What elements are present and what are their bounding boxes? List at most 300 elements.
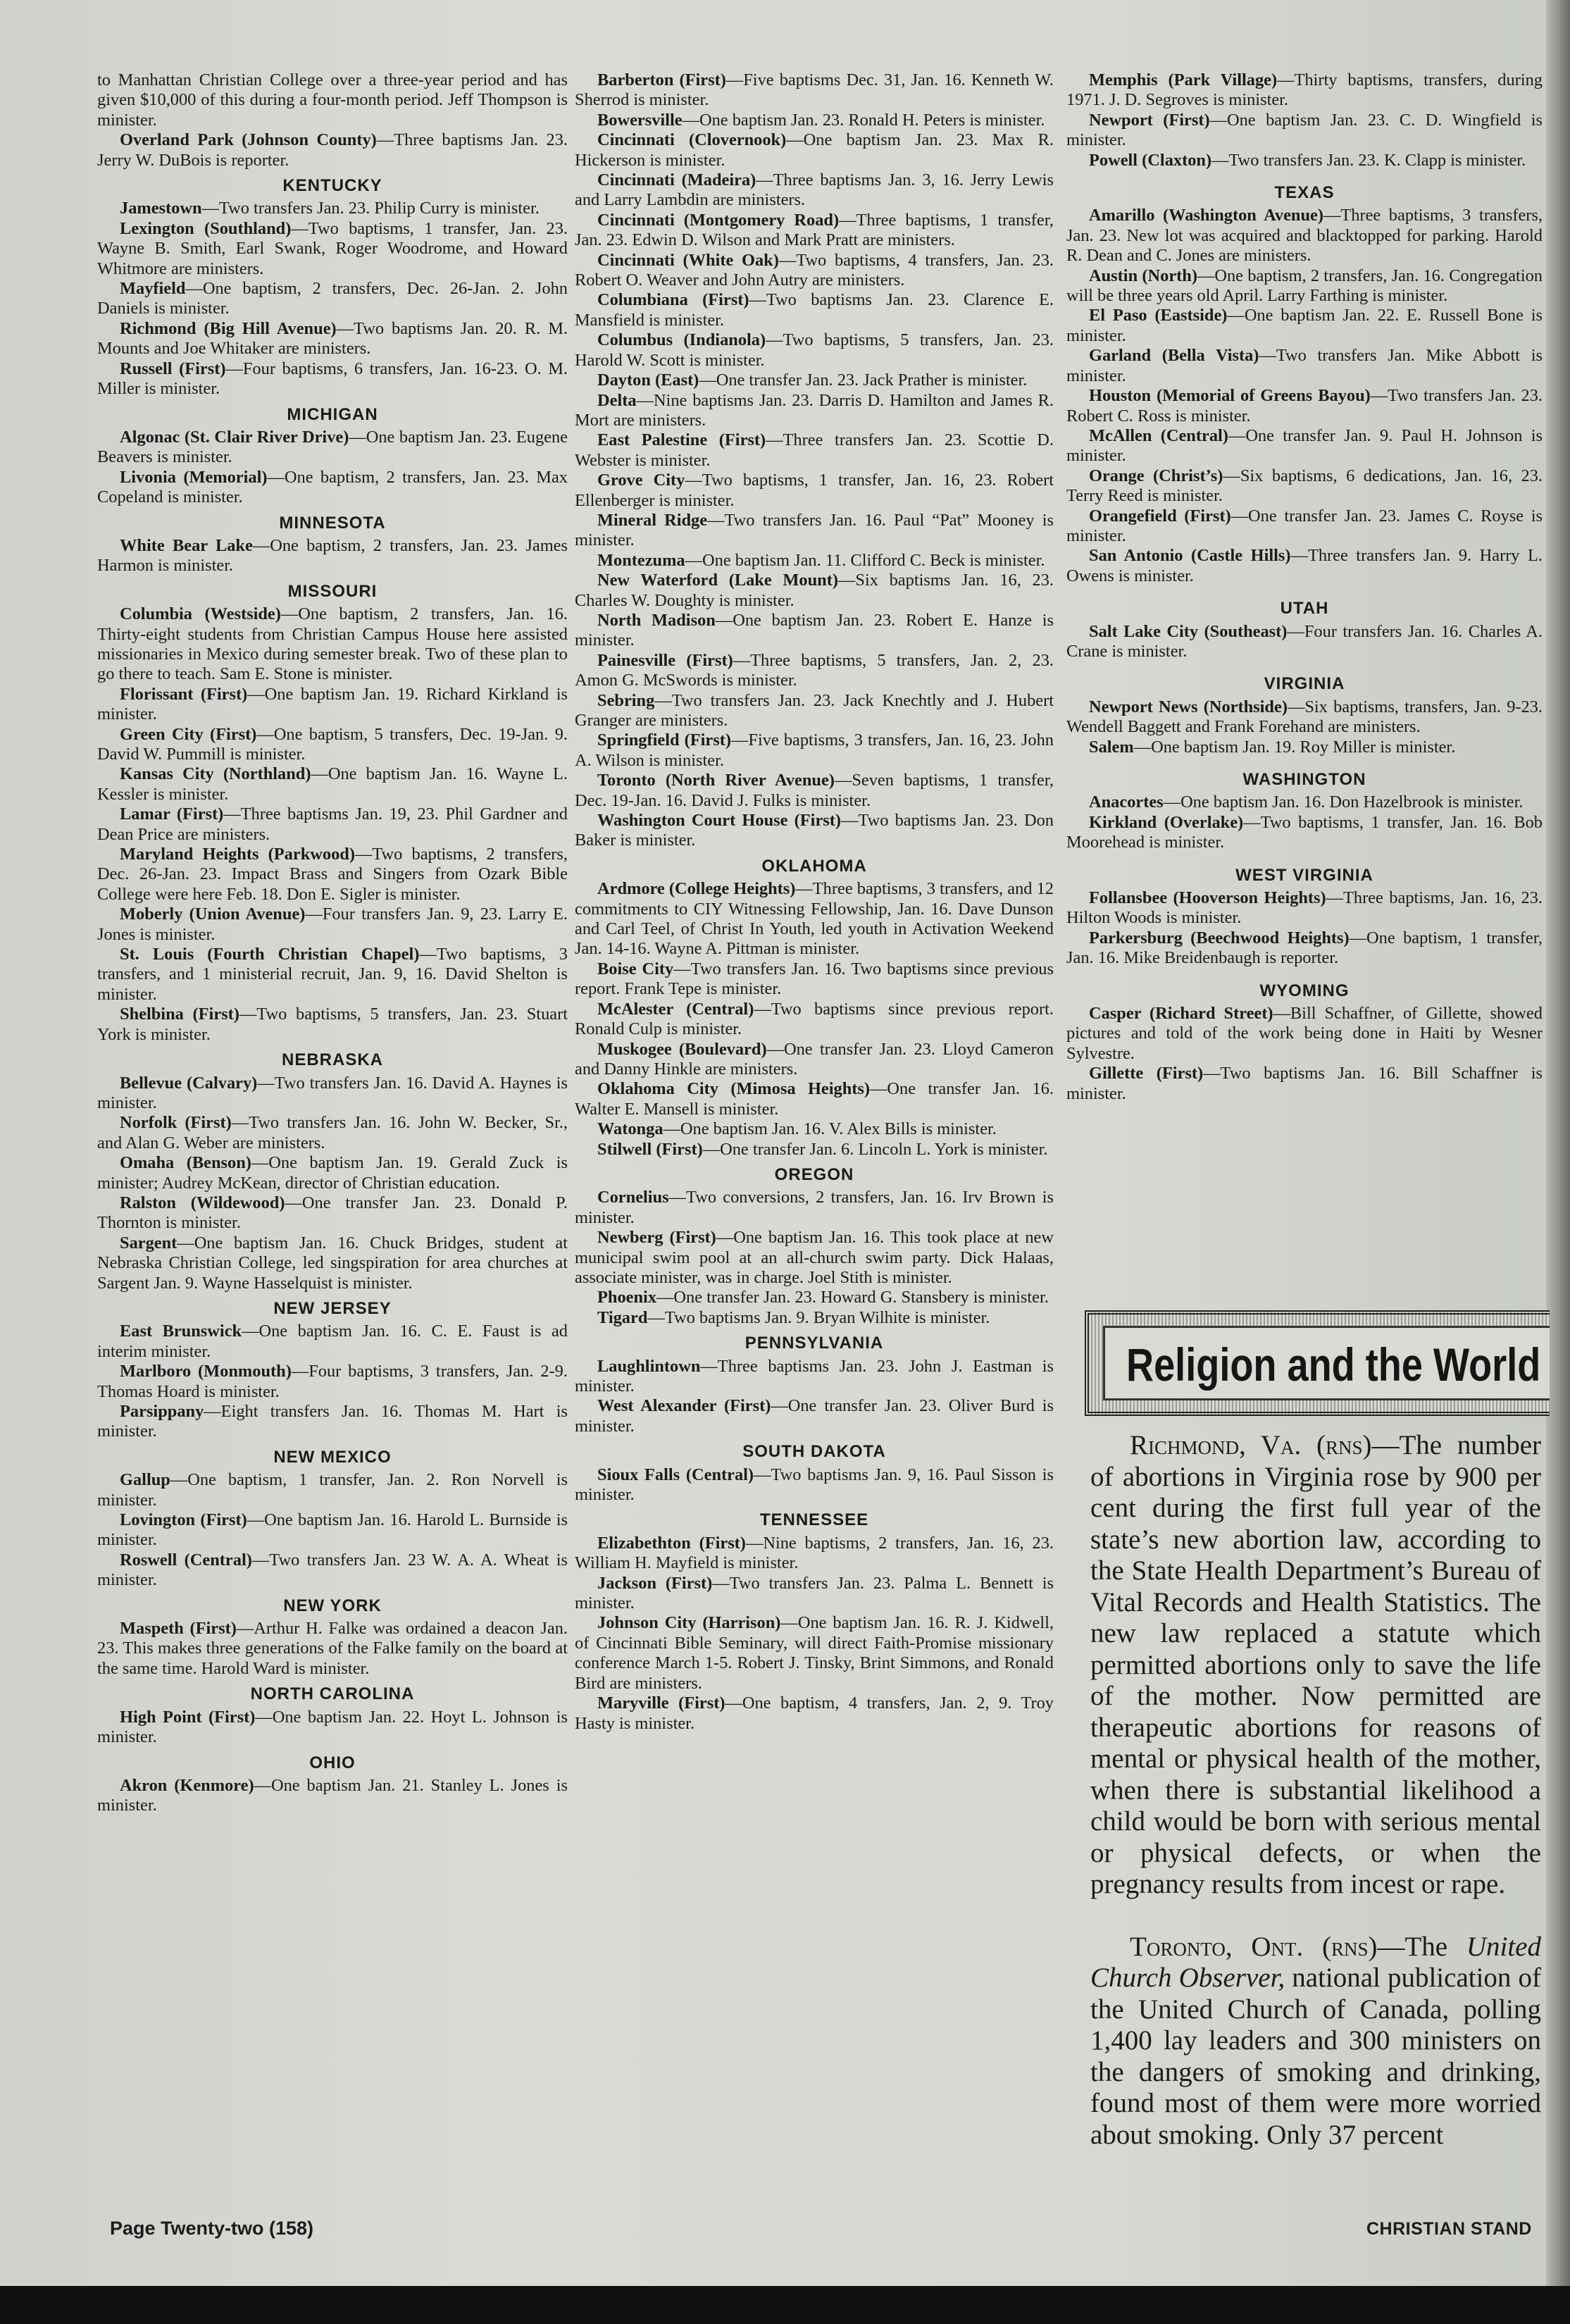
church-report [1066, 1004, 1543, 1064]
report-text: —Six baptisms Jan. 16, 23. Charles W. Doughty is minister. [575, 571, 1054, 610]
church-name: Maryville (First) [597, 1694, 725, 1713]
church-report [97, 764, 568, 804]
church-name: Columbiana (First) [597, 290, 749, 310]
church-name: Garland (Bella Vista) [1089, 346, 1259, 366]
church-name: Cincinnati (Madeira) [597, 170, 756, 190]
report-text: —One transfer Jan. 9. Paul H. Johnson is minister. [1066, 425, 1543, 466]
church-name: Stilwell (First) [597, 1139, 703, 1159]
church-report [97, 319, 568, 359]
state-heading: WASHINGTON [1242, 770, 1366, 789]
report-text: —Two baptisms, 5 transfers, Jan. 23. Harold W. Scott is minister. [575, 330, 1054, 370]
church-name: Mayfield [120, 279, 186, 299]
church-report [575, 1574, 1054, 1614]
report-text: —Six baptisms, transfers, Jan. 9-23. Wendell Baggett and Frank Forehand are ministers. [1066, 697, 1543, 737]
church-name: Follansbee (Hooverson Heights) [1089, 888, 1326, 908]
church-report [575, 211, 1054, 251]
church-name: Delta [597, 390, 637, 410]
church-name: McAlester (Central) [597, 999, 754, 1019]
church-name: Phoenix [597, 1288, 657, 1307]
report-text: —One baptism, 2 transfers, Jan. 16. Congregation will be three years old April. Larry Farthing is minister. [1066, 266, 1543, 306]
church-name: East Palestine (First) [597, 430, 766, 450]
church-report [97, 1362, 568, 1402]
report-text: —Two transfers Jan. 23 W. A. A. Wheat is minister. [97, 1550, 568, 1590]
state-heading: MISSOURI [287, 581, 378, 601]
church-report [575, 511, 1054, 551]
report-text: —Two baptisms, 2 transfers, Dec. 26-Jan. 23. Impact Brass and Singers from Ozark Bible College were here Feb. 18. Don E. Sigler is minister. [97, 845, 568, 904]
report-text: —Two baptisms, 5 transfers, Jan. 23. Stuart York is minister. [97, 1005, 568, 1044]
church-report [1066, 70, 1543, 111]
state-heading: WEST VIRGINIA [1235, 865, 1373, 885]
report-text: —Two baptisms Jan. 16. Bill Schaffner is minister. [1066, 1064, 1543, 1103]
report-text: —One baptism Jan. 23. C. D. Wingfield is minister. [1066, 110, 1543, 150]
report-text: —Three transfers Jan. 23. Scottie D. Webster is minister. [575, 430, 1054, 470]
church-name: Gallup [120, 1470, 170, 1490]
church-name: Amarillo (Washington Avenue) [1089, 206, 1323, 225]
church-name: Livonia (Memorial) [120, 467, 268, 487]
church-name: East Brunswick [120, 1322, 242, 1341]
church-report [97, 905, 568, 945]
church-report [1066, 738, 1543, 757]
church-report [1066, 386, 1543, 426]
church-report [97, 130, 568, 170]
church-report [575, 251, 1054, 291]
church-report [575, 551, 1054, 571]
church-name: Houston (Memorial of Greens Bayou) [1089, 386, 1371, 406]
report-text: —One transfer Jan. 23. Oliver Burd is minister. [575, 1396, 1054, 1436]
church-name: Jamestown [120, 199, 202, 218]
church-report [575, 571, 1054, 611]
banner-frame [1103, 1326, 1550, 1400]
report-text: —Two transfers Jan. 16. Paul “Pat” Mooney is minister. [575, 510, 1054, 550]
church-report [575, 111, 1054, 130]
report-text: —One baptism Jan. 22. E. Russell Bone is minister. [1066, 306, 1543, 345]
state-heading: SOUTH DAKOTA [742, 1442, 886, 1462]
church-name: Ralston (Wildewood) [120, 1193, 285, 1212]
state-heading: OREGON [774, 1164, 854, 1184]
state-heading: UTAH [1280, 599, 1329, 619]
church-report [97, 1113, 568, 1153]
report-text: —Three baptisms, Jan. 16, 23. Hilton Woods is minister. [1066, 888, 1543, 928]
magazine-name: CHRISTIAN STAND [1366, 2219, 1532, 2239]
report-text: —Two transfers Jan. 23. Philip Curry is minister. [201, 199, 540, 218]
report-text: —Three baptisms Jan. 23. Jerry W. DuBois is reporter. [97, 130, 568, 170]
church-report [1066, 266, 1543, 306]
church-name: Cincinnati (Clovernook) [597, 130, 787, 150]
church-name: Richmond (Big Hill Avenue) [120, 318, 337, 338]
church-report [575, 170, 1054, 211]
report-text: —One baptism Jan. 16. C. E. Faust is ad interim minister. [97, 1322, 568, 1361]
church-name: Columbus (Indianola) [597, 330, 766, 350]
church-name: Johnson City (Harrison) [597, 1613, 781, 1633]
news-column [1090, 1430, 1541, 2182]
report-text: —Two baptisms Jan. 23. Don Baker is minister. [575, 811, 1054, 850]
church-name: Overland Park (Johnson County) [120, 130, 377, 150]
church-report [97, 1708, 568, 1748]
church-name: Springfield (First) [597, 731, 731, 750]
church-name: Cincinnati (White Oak) [597, 250, 779, 270]
church-name: Newport News (Northside) [1089, 697, 1288, 716]
church-report [1066, 1064, 1543, 1104]
church-report [575, 959, 1054, 1000]
report-text: —One baptism Jan. 19. Gerald Zuck is minister; Audrey McKean, director of Christian education. [97, 1153, 568, 1193]
church-name: West Alexander (First) [597, 1396, 771, 1416]
church-report [97, 1470, 568, 1510]
church-name: St. Louis (Fourth Christian Chapel) [120, 945, 420, 964]
church-report [97, 1193, 568, 1234]
church-report [575, 731, 1054, 771]
news-item [1090, 1932, 1541, 2151]
church-report [97, 1551, 568, 1591]
church-report [575, 1357, 1054, 1397]
report-text: —Two baptisms Jan. 20. R. M. Mounts and Joe Whitaker are ministers. [97, 318, 568, 359]
report-text: —One baptism Jan. 23. Robert E. Hanze is minister. [575, 610, 1054, 650]
report-text: —Two baptisms, 4 transfers, Jan. 23. Robert O. Weaver and John Autry are ministers. [575, 250, 1054, 290]
church-report [97, 199, 568, 218]
church-report [575, 1000, 1054, 1040]
report-text: —Three transfers Jan. 9. Harry L. Owens is minister. [1066, 546, 1543, 585]
church-report [97, 1322, 568, 1362]
church-name: Ardmore (College Heights) [597, 879, 796, 899]
report-text: —One baptism Jan. 11. Clifford C. Beck is minister. [685, 550, 1045, 570]
report-text: —Four baptisms, 3 transfers, Jan. 2-9. Thomas Hoard is minister. [97, 1362, 568, 1401]
church-report [1066, 426, 1543, 466]
report-text: —One baptism, 1 transfer, Jan. 16. Mike Breidenbaugh is reporter. [1066, 928, 1543, 968]
report-text: to Manhattan Christian College over a three-year period and has given $10,000 of this during a four-month period. Jeff Thompson is minister. [97, 70, 568, 130]
news-text: —The number of abortions in Virginia rose by 900 per cent during the first full year of the state’s new abortion law, according to the State Health Department’s Bureau of Vital Records and Health Statistics. The new law replaced a statute which permitted abortions only to save the life of the mother. Now permitted are therapeutic abortions for reasons of mental or physical health of the mother, when there is substantial likelihood a child would be born with serious mental or physical defects, or when the pregnancy results from incest or rape. [1090, 1430, 1541, 1899]
church-report [575, 651, 1054, 691]
church-report [97, 1153, 568, 1193]
church-name: Parsippany [120, 1402, 204, 1421]
church-name: Norfolk (First) [120, 1113, 232, 1133]
report-text: —Three baptisms Jan. 3, 16. Jerry Lewis and Larry Lambdin are ministers. [575, 170, 1054, 210]
church-report [97, 1619, 568, 1679]
church-report [575, 1288, 1054, 1307]
church-report [575, 811, 1054, 851]
state-heading: PENNSYLVANIA [744, 1334, 884, 1353]
church-name: High Point (First) [120, 1707, 256, 1727]
state-heading: OKLAHOMA [761, 856, 867, 876]
church-report [97, 1074, 568, 1114]
state-heading: NORTH CAROLINA [250, 1684, 415, 1704]
report-text: —Three baptisms Jan. 19, 23. Phil Gardner and Dean Price are ministers. [97, 804, 568, 844]
church-report [1066, 466, 1543, 507]
page-edge-shadow [1546, 0, 1570, 2286]
church-report [1066, 888, 1543, 928]
church-report [97, 1510, 568, 1551]
church-report [575, 290, 1054, 330]
church-name: Mineral Ridge [597, 510, 708, 530]
report-text: —Two baptisms, 1 transfer, Jan. 16. Bob Moorehead is minister. [1066, 812, 1543, 852]
report-text: —Three baptisms, 3 transfers, Jan. 23. New lot was acquired and blacktopped for parking. Harold R. Dean and C. Jones are ministers. [1066, 206, 1543, 266]
report-text: —Two baptisms Jan. 9, 16. Paul Sisson is minister. [575, 1465, 1054, 1505]
church-name: Sebring [597, 690, 655, 710]
church-report [575, 391, 1054, 431]
church-name: Laughlintown [597, 1356, 701, 1376]
state-heading: OHIO [309, 1753, 356, 1772]
church-report [1066, 306, 1543, 346]
news-text-continued: national publication of the United Church of Canada, polling 1,400 lay leaders and 300 ministers on the dangers of smoking and drinking, found most of them were more worried about smoking. Only 37 percent [1090, 1963, 1541, 2150]
report-text: —Nine baptisms, 2 transfers, Jan. 16, 23. William H. Mayfield is minister. [575, 1533, 1054, 1573]
report-text: —Two transfers Jan. 23. Palma L. Bennett is minister. [575, 1573, 1054, 1613]
church-name: Barberton (First) [597, 70, 726, 89]
church-report [97, 1234, 568, 1293]
church-report [575, 430, 1054, 471]
church-name: Roswell (Central) [120, 1550, 252, 1570]
report-text: —One baptism, 2 transfers, Dec. 26-Jan. 2. John Daniels is minister. [97, 279, 568, 318]
report-text: —Seven baptisms, 1 transfer, Dec. 19-Jan. 16. David J. Fulks is minister. [575, 771, 1054, 810]
church-report [97, 279, 568, 319]
report-text: —One baptism Jan. 21. Stanley L. Jones is minister. [97, 1775, 568, 1815]
report-text: —One baptism Jan. 23. Ronald H. Peters is minister. [682, 110, 1045, 130]
church-name: Sargent [120, 1233, 177, 1253]
report-text: —One baptism Jan. 16. Chuck Bridges, student at Nebraska Christian College, led singspiration for area churches at Sargent Jan. 9. Wayne Hasselquist is minister. [97, 1233, 568, 1293]
church-report [575, 471, 1054, 511]
church-name: Washington Court House (First) [597, 811, 842, 831]
church-name: Omaha (Benson) [120, 1153, 251, 1173]
church-report [575, 1119, 1054, 1139]
church-name: Green City (First) [120, 724, 257, 744]
church-name: Anacortes [1089, 793, 1164, 812]
church-name: New Waterford (Lake Mount) [597, 571, 838, 590]
report-text: —Two transfers Jan. 16. David A. Haynes is minister. [97, 1073, 568, 1112]
church-report [575, 1140, 1054, 1160]
state-heading: VIRGINIA [1264, 674, 1345, 694]
report-text: —One baptism Jan. 16. V. Alex Bills is minister. [663, 1119, 997, 1139]
report-text: —One baptism Jan. 16. Wayne L. Kessler is minister. [97, 764, 568, 804]
report-text: —Two transfers Jan. 23. Jack Knechtly and J. Hubert Granger are ministers. [575, 690, 1054, 730]
church-name: Sioux Falls (Central) [597, 1465, 754, 1484]
church-name: Bellevue (Calvary) [120, 1073, 258, 1093]
church-name: Grove City [597, 471, 685, 490]
report-text: —Three baptisms, 3 transfers, and 12 commitments to CIY Witnessing Fellowship, Jan. 16. Dave Dunson and Carl Teel, of Christ In Youth, led youth in Activation Weekend Jan. 14-16. Wayne A. Pittman is minister. [575, 879, 1054, 959]
church-name: Boise City [597, 959, 674, 978]
church-name: Salem [1089, 737, 1134, 757]
report-text: —One transfer Jan. 23. Lloyd Cameron and Danny Hinkle are ministers. [575, 1039, 1054, 1079]
church-name: Moberly (Union Avenue) [120, 905, 306, 924]
church-report [1066, 546, 1543, 586]
report-text: —One baptism, 5 transfers, Dec. 19-Jan. 9. David W. Pummill is minister. [97, 724, 568, 764]
report-text: —One baptism Jan. 16. Harold L. Burnside is minister. [97, 1510, 568, 1550]
report-text: —One baptism Jan. 22. Hoyt L. Johnson is minister. [97, 1707, 568, 1747]
state-heading: NEBRASKA [281, 1050, 383, 1070]
church-report [1066, 507, 1543, 547]
state-heading: NEW MEXICO [273, 1447, 392, 1467]
state-heading: TENNESSEE [759, 1510, 869, 1530]
report-text: —One baptism, 2 transfers, Jan. 23. James Harmon is minister. [97, 535, 568, 576]
church-name: Bowersville [597, 110, 683, 130]
report-text: —One baptism Jan. 19. Richard Kirkland is minister. [97, 684, 568, 724]
church-report [97, 70, 568, 130]
church-name: Russell (First) [120, 359, 226, 378]
church-name: Newport (First) [1089, 110, 1210, 130]
report-text: —One baptism, 2 transfers, Jan. 16. Thirty-eight students from Christian Campus House here assisted missionaries in Mexico during semester break. Two of these plan to go there to teach. Sam E. Stone is minister. [97, 604, 568, 684]
church-report [575, 879, 1054, 959]
report-text: —One transfer Jan. 23. Jack Prather is minister. [699, 371, 1028, 390]
church-name: Austin (North) [1089, 266, 1197, 285]
report-text: —Four baptisms, 6 transfers, Jan. 16-23. O. M. Miller is minister. [97, 359, 568, 399]
church-name: Painesville (First) [597, 650, 733, 670]
church-name: Oklahoma City (Mimosa Heights) [597, 1079, 871, 1099]
news-item [1090, 1430, 1541, 1901]
church-report [575, 1694, 1054, 1734]
church-name: Orangefield (First) [1089, 506, 1231, 526]
report-text: —One baptism Jan. 16. Don Hazelbrook is minister. [1163, 793, 1524, 812]
column-1 [97, 70, 568, 1816]
report-text: —Two baptisms since previous report. Ronald Culp is minister. [575, 999, 1054, 1039]
church-report [575, 771, 1054, 811]
page-number: Page Twenty-two (158) [110, 2218, 314, 2239]
report-text: —Nine baptisms Jan. 23. Darris D. Hamilton and James R. Mort are ministers. [575, 390, 1054, 430]
report-text: —One baptism Jan. 16. R. J. Kidwell, of Cincinnati Bible Seminary, will direct Faith-Promise missionary conference March 1-5. Robert J. Tinsky, Brint Simmons, and Ronald Bird are ministers. [575, 1613, 1054, 1693]
report-text: —One baptism Jan. 19. Roy Miller is minister. [1133, 737, 1456, 757]
section-banner [1085, 1310, 1550, 1416]
church-name: Montezuma [597, 550, 685, 570]
church-report [97, 468, 568, 508]
church-name: Kansas City (Northland) [120, 764, 311, 784]
report-text: —Two baptisms, 1 transfer, Jan. 23. Wayne B. Smith, Earl Swank, Roger Woodrome, and Howard Whitmore are ministers. [97, 218, 568, 278]
church-name: Elizabethton (First) [597, 1533, 746, 1553]
church-report [97, 428, 568, 468]
church-report [575, 371, 1054, 390]
report-text: —Four transfers Jan. 16. Charles A. Crane is minister. [1066, 621, 1543, 661]
church-report [575, 1079, 1054, 1119]
church-name: Akron (Kenmore) [120, 1775, 254, 1795]
church-report [97, 845, 568, 905]
church-report [97, 725, 568, 765]
church-name: Newberg (First) [597, 1228, 716, 1248]
church-name: Maryland Heights (Parkwood) [120, 845, 355, 864]
church-report [97, 1776, 568, 1816]
church-report [97, 604, 568, 685]
report-text: —Two transfers Jan. Mike Abbott is minister. [1066, 346, 1543, 385]
report-text: —One transfer Jan. 23. Donald P. Thornton is minister. [97, 1193, 568, 1233]
publication-title: United Church Observer, [1090, 1931, 1541, 1993]
church-name: Marlboro (Monmouth) [120, 1362, 292, 1381]
church-report [97, 359, 568, 399]
church-report [1066, 346, 1543, 386]
state-heading: MINNESOTA [279, 513, 386, 533]
church-report [575, 1308, 1054, 1328]
report-text: —One baptism, 1 transfer, Jan. 2. Ron Norvell is minister. [97, 1470, 568, 1510]
church-name: Lexington (Southland) [120, 218, 292, 238]
church-name: Powell (Claxton) [1089, 150, 1212, 170]
banner-title: Religion and the World [1126, 1338, 1541, 1391]
church-name: Jackson (First) [597, 1573, 713, 1593]
church-name: Kirkland (Overlake) [1089, 812, 1244, 832]
church-report [575, 1534, 1054, 1574]
church-name: Tigard [597, 1307, 648, 1327]
state-heading: NEW YORK [283, 1596, 382, 1615]
report-text: —Bill Schaffner, of Gillette, showed pictures and told of the work being done in Haiti by Wesner Sylvestre. [1066, 1004, 1543, 1063]
report-text: —Two transfers Jan. 23. K. Clapp is minister. [1211, 150, 1526, 170]
church-report [1066, 793, 1543, 812]
state-heading: MICHIGAN [287, 404, 378, 424]
report-text: —Two transfers Jan. 16. Two baptisms since previous report. Frank Tepe is minister. [575, 959, 1054, 999]
report-text: —One transfer Jan. 6. Lincoln L. York is minister. [702, 1139, 1048, 1159]
report-text: —One transfer Jan. 23. Howard G. Stansbery is minister. [656, 1288, 1049, 1307]
church-report [575, 1465, 1054, 1505]
church-name: Lovington (First) [120, 1510, 247, 1530]
report-text: —Three baptisms, 1 transfer, Jan. 23. Edwin D. Wilson and Mark Pratt are ministers. [575, 210, 1054, 250]
report-text: —One baptism, 4 transfers, Jan. 2, 9. Troy Hasty is minister. [575, 1694, 1054, 1733]
report-text: —Two baptisms Jan. 23. Clarence E. Mansfield is minister. [575, 290, 1054, 330]
church-name: McAllen (Central) [1089, 425, 1228, 445]
column-3 [1066, 70, 1543, 1268]
report-text: —Two transfers Jan. 23. Robert C. Ross is minister. [1066, 386, 1543, 425]
report-text: —Two baptisms, 1 transfer, Jan. 16, 23. Robert Ellenberger is minister. [575, 471, 1054, 510]
church-report [575, 1188, 1054, 1228]
report-text: —Two baptisms Jan. 9. Bryan Wilhite is minister. [647, 1307, 990, 1327]
report-text: —Thirty baptisms, transfers, during 1971. J. D. Segroves is minister. [1066, 70, 1543, 110]
church-report [97, 536, 568, 576]
church-name: Watonga [597, 1119, 663, 1139]
church-report [575, 1396, 1054, 1436]
report-text: —One baptism Jan. 16. This took place at new municipal swim pool at an all-church swim party. Dick Halaas, associate minister, was in charge. Joel Stith is minister. [575, 1228, 1054, 1287]
church-report [1066, 151, 1543, 170]
report-text: —Eight transfers Jan. 16. Thomas M. Hart is minister. [97, 1402, 568, 1441]
church-name: Columbia (Westside) [120, 604, 281, 624]
church-report [575, 1228, 1054, 1288]
church-name: Lamar (First) [120, 804, 224, 824]
church-report [1066, 111, 1543, 151]
state-heading: NEW JERSEY [273, 1298, 392, 1318]
church-report [575, 1613, 1054, 1694]
church-name: Cincinnati (Montgomery Road) [597, 210, 840, 230]
church-name: North Madison [597, 610, 716, 630]
report-text: —One transfer Jan. 23. James C. Royse is minister. [1066, 506, 1543, 545]
report-text: —One baptism Jan. 23. Eugene Beavers is minister. [97, 427, 568, 467]
report-text: —Three baptisms Jan. 23. John J. Eastman is minister. [575, 1356, 1054, 1396]
church-name: Orange (Christ’s) [1089, 466, 1223, 485]
report-text: —Arthur H. Falke was ordained a deacon Jan. 23. This makes three generations of the Falke family on the board at the same time. Harold Ward is minister. [97, 1619, 568, 1678]
church-report [1066, 206, 1543, 266]
church-report [97, 1005, 568, 1045]
scan-border [0, 2286, 1570, 2324]
report-text: —Two conversions, 2 transfers, Jan. 16. Irv Brown is minister. [575, 1188, 1054, 1227]
state-heading: KENTUCKY [282, 176, 382, 196]
church-name: Cornelius [597, 1188, 669, 1207]
church-name: White Bear Lake [120, 535, 253, 555]
report-text: —Three baptisms, 5 transfers, Jan. 2, 23. Amon G. McSwords is minister. [575, 650, 1054, 690]
state-heading: TEXAS [1274, 183, 1335, 203]
church-name: Shelbina (First) [120, 1005, 239, 1024]
church-report [97, 219, 568, 279]
church-name: Muskogee (Boulevard) [597, 1039, 767, 1059]
church-report [97, 945, 568, 1005]
church-name: Toronto (North River Avenue) [597, 771, 835, 790]
church-report [1066, 928, 1543, 969]
dateline: Toronto, Ont. (rns) [1130, 1931, 1378, 1962]
news-text: —The [1377, 1931, 1466, 1962]
church-report [575, 691, 1054, 731]
report-text: —One baptism, 2 transfers, Jan. 23. Max Copeland is minister. [97, 467, 568, 507]
church-name: Algonac (St. Clair River Drive) [120, 427, 349, 447]
church-name: El Paso (Eastside) [1089, 306, 1228, 325]
church-report [575, 611, 1054, 651]
church-report [575, 330, 1054, 371]
church-report [97, 685, 568, 725]
church-name: San Antonio (Castle Hills) [1089, 546, 1291, 566]
church-report [575, 70, 1054, 111]
church-report [1066, 622, 1543, 662]
church-name: Maspeth (First) [120, 1619, 237, 1639]
dateline: Richmond, Va. (rns) [1130, 1430, 1372, 1460]
church-name: Parkersburg (Beechwood Heights) [1089, 928, 1350, 947]
report-text: —Five baptisms Dec. 31, Jan. 16. Kenneth W. Sherrod is minister. [575, 70, 1054, 110]
report-text: —Two baptisms, 3 transfers, and 1 ministerial recruit, Jan. 9, 16. David Shelton is minister. [97, 945, 568, 1004]
church-report [97, 804, 568, 845]
report-text: —Six baptisms, 6 dedications, Jan. 16, 23. Terry Reed is minister. [1066, 466, 1543, 506]
